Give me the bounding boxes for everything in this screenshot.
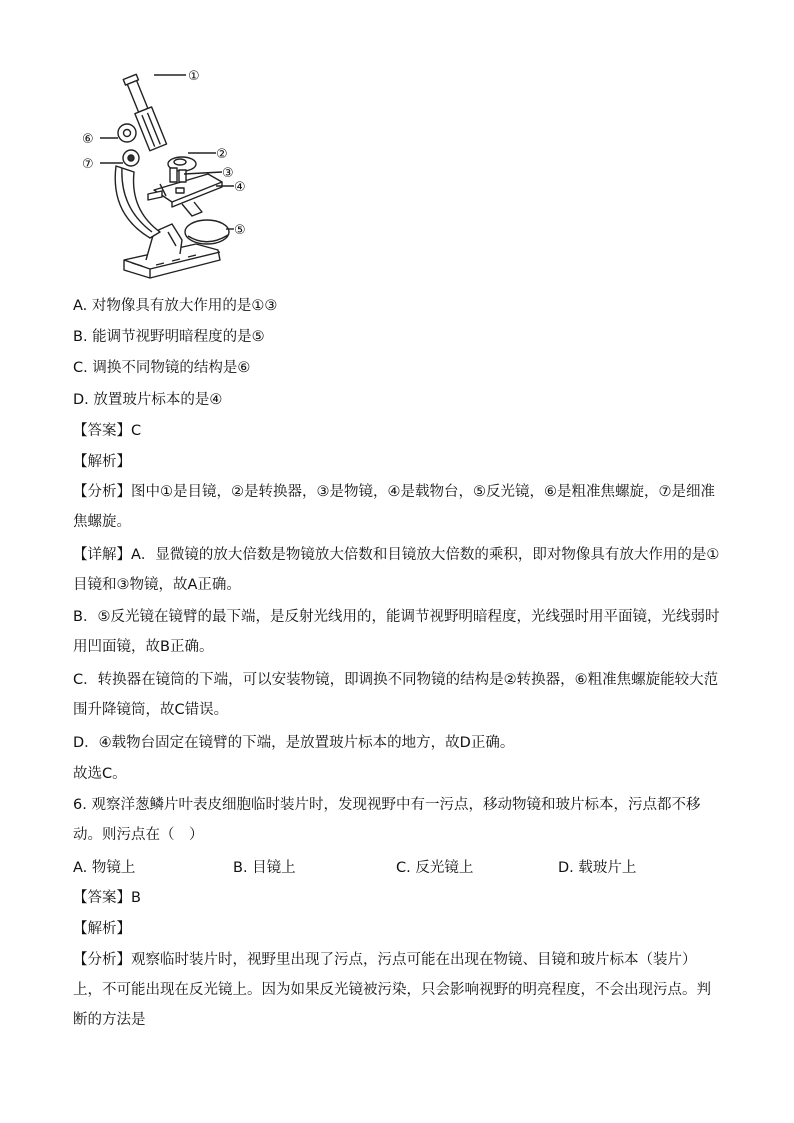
q6-answer: 【答案】B xyxy=(73,890,141,906)
q5-detail-a: 【详解】A．显微镜的放大倍数是物镜放大倍数和目镜放大倍数的乘积，即对物像具有放大作用的是①目镜和③物镜，故A正确。 xyxy=(73,547,720,593)
figure-label-2: ② xyxy=(216,147,228,162)
q5-option-a: A. 对物像具有放大作用的是①③ xyxy=(73,298,278,314)
figure-label-6: ⑥ xyxy=(82,132,94,147)
q5-answer: 【答案】C xyxy=(73,423,142,439)
figure-label-4: ④ xyxy=(234,180,246,195)
q5-detail-d: D．④载物台固定在镜臂的下端，是放置玻片标本的地方，故D正确。 xyxy=(73,735,515,751)
q6-analysis-heading: 【解析】 xyxy=(73,921,131,937)
q6-option-b: B. 目镜上 xyxy=(233,860,296,876)
q5-conclusion: 故选C。 xyxy=(73,766,127,782)
q6-option-a: A. 物镜上 xyxy=(73,860,136,876)
q5-option-b: B. 能调节视野明暗程度的是⑤ xyxy=(73,329,265,345)
q5-option-d: D. 放置玻片标本的是④ xyxy=(73,392,223,408)
q6-options xyxy=(73,856,723,878)
figure-label-3: ③ xyxy=(222,166,234,181)
q5-detail-b: B．⑤反光镜在镜臂的最下端，是反射光线用的，能调节视野明暗程度，光线强时用平面镜，光线弱时用凹面镜，故B正确。 xyxy=(73,609,720,655)
microscope-figure xyxy=(76,64,276,286)
q5-detail-c: C．转换器在镜筒的下端，可以安装物镜，即调换不同物镜的结构是②转换器，⑥粗准焦螺旋能较大范围升降镜筒，故C错误。 xyxy=(73,672,719,718)
q6-option-d: D. 载玻片上 xyxy=(558,860,637,876)
figure-label-1: ① xyxy=(188,69,200,84)
q5-analysis: 【分析】图中①是目镜，②是转换器，③是物镜，④是载物台，⑤反光镜，⑥是粗准焦螺旋，⑦是细准焦螺旋。 xyxy=(73,484,715,530)
figure-label-7: ⑦ xyxy=(82,157,94,172)
q6-option-c: C. 反光镜上 xyxy=(396,860,474,876)
q5-option-c: C. 调换不同物镜的结构是⑥ xyxy=(73,360,251,376)
q6-stem: 6. 观察洋葱鳞片叶表皮细胞临时装片时，发现视野中有一污点，移动物镜和玻片标本，污点都不移动。则污点在（ ） xyxy=(73,797,701,843)
microscope-drawing xyxy=(76,64,276,286)
q6-analysis: 【分析】观察临时装片时，视野里出现了污点，污点可能在出现在物镜、目镜和玻片标本（装片）上，不可能出现在反光镜上。因为如果反光镜被污染，只会影响视野的明亮程度，不会出现污点。判断的方法是 xyxy=(73,952,711,1028)
q5-analysis-heading: 【解析】 xyxy=(73,454,131,470)
figure-label-5: ⑤ xyxy=(234,223,246,238)
